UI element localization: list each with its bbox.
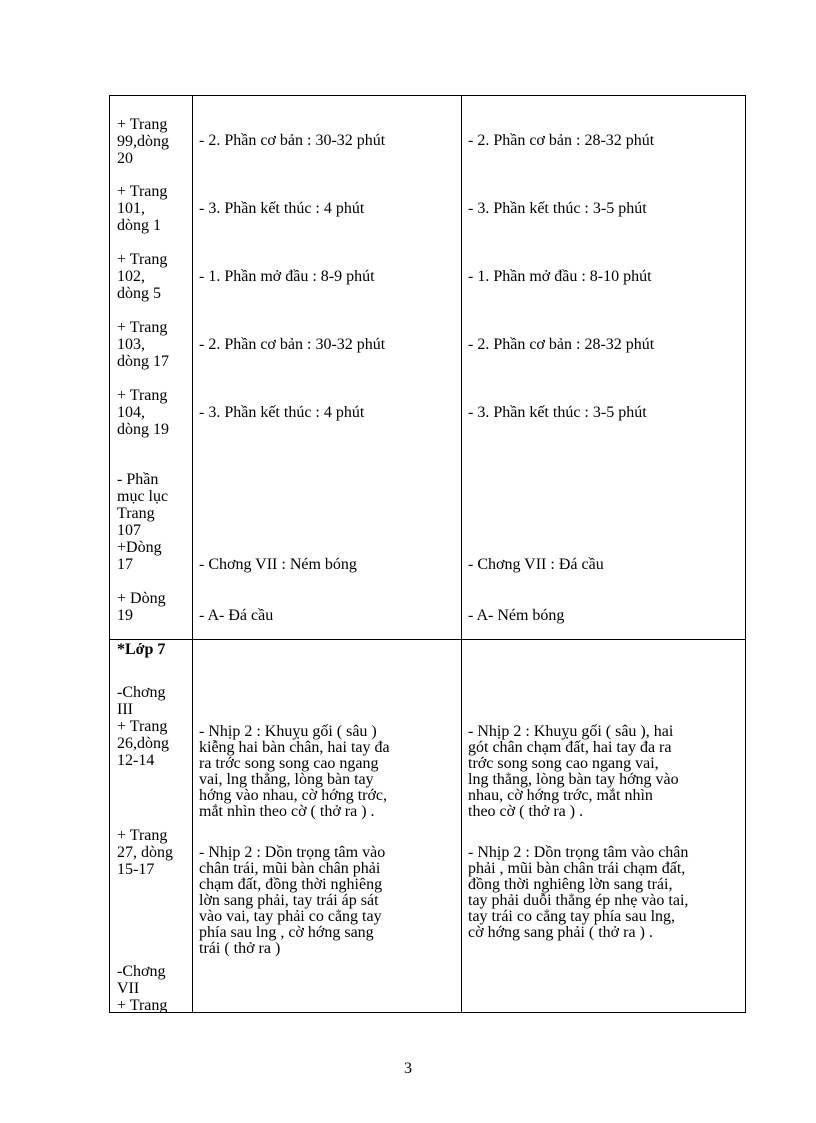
reference-cell: - Phần mục lục Trang 107 +Dòng 17 (117, 471, 169, 573)
column-divider (192, 96, 193, 1012)
corrected-text-cell: - 3. Phần kết thúc : 3-5 phút (468, 404, 647, 421)
corrected-text-cell: - 3. Phần kết thúc : 3-5 phút (468, 200, 647, 217)
corrected-text-cell: - 2. Phần cơ bản : 28-32 phút (468, 336, 655, 353)
corrected-text-cell: - Chơng VII : Đá cầu (468, 556, 604, 573)
corrected-text-cell: - Nhịp 2 : Khuỵu gối ( sâu ), hai gót chân chạm đất, hai tay đa ra trớc song song cao ngang vai, lng thẳng, lòng bàn tay hớng vào nhau, cờ hớng trớc, mắt nhìn theo cờ ( thở ra ) . (468, 723, 679, 820)
corrected-text-cell: - 2. Phần cơ bản : 28-32 phút (468, 132, 655, 149)
page-number: 3 (404, 1060, 412, 1077)
original-text-cell: - 3. Phần kết thúc : 4 phút (199, 200, 365, 217)
corrected-text-cell: - 1. Phần mở đầu : 8-10 phút (468, 268, 652, 285)
corrected-text-cell: - Nhịp 2 : Dồn trọng tâm vào chân phải , mũi bàn chân trái chạm đất, đồng thời nghiêng lờn sang trái, tay phải duỗi thẳng ép nhẹ vào tai, tay trái co cẳng tay phía sau lng, cờ hớng sang phải ( thở ra ) . (468, 844, 689, 941)
reference-cell: + Trang 101, dòng 1 (117, 183, 168, 234)
row-divider (110, 639, 745, 640)
original-text-cell: - A- Đá cầu (199, 607, 274, 624)
reference-cell: -Chơng VII + Trang (117, 963, 168, 1013)
reference-cell: + Trang 27, dòng 15-17 (117, 827, 173, 878)
reference-cell: + Trang 103, dòng 17 (117, 319, 169, 370)
reference-cell: + Trang 102, dòng 5 (117, 251, 168, 302)
original-text-cell: - 1. Phần mở đầu : 8-9 phút (199, 268, 375, 285)
corrected-text-cell: - A- Ném bóng (468, 607, 565, 624)
original-text-cell: - Nhịp 2 : Khuỵu gối ( sâu ) kiễng hai bàn chân, hai tay đa ra trớc song song cao ngang vai, lng thẳng, lòng bàn tay hớng vào nhau, cờ hớng trớc, mắt nhìn theo cờ ( thở ra ) . (199, 723, 390, 820)
correction-table (109, 95, 746, 1013)
section-heading: *Lớp 7 (117, 641, 166, 658)
original-text-cell: - 2. Phần cơ bản : 30-32 phút (199, 132, 386, 149)
reference-cell: + Trang 99,dòng 20 (117, 116, 169, 167)
reference-cell: -Chơng III + Trang 26,dòng 12-14 (117, 684, 169, 769)
reference-cell: + Trang 104, dòng 19 (117, 387, 169, 438)
original-text-cell: - 2. Phần cơ bản : 30-32 phút (199, 336, 386, 353)
column-divider (461, 96, 462, 1012)
original-text-cell: - 3. Phần kết thúc : 4 phút (199, 404, 365, 421)
original-text-cell: - Nhịp 2 : Dồn trọng tâm vào chân trái, mũi bàn chân phải chạm đất, đồng thời nghiêng lờn sang phải, tay trái áp sát vào vai, tay phải co cẳng tay phía sau lng , cờ hớng sang trái ( thở ra ) (199, 844, 386, 957)
reference-cell: + Dòng 19 (117, 590, 166, 624)
original-text-cell: - Chơng VII : Ném bóng (199, 556, 357, 573)
